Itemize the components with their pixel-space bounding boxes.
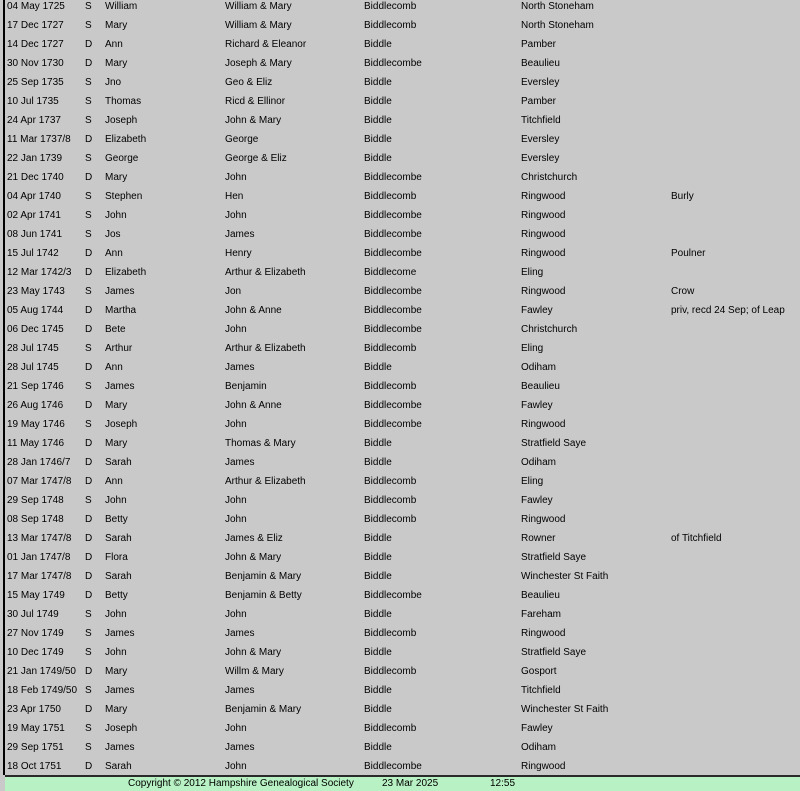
record-parish: Ringwood [521, 761, 566, 772]
record-forename: Sarah [105, 457, 132, 468]
record-forename: William [105, 1, 138, 12]
record-surname: Biddlecomb [364, 1, 417, 12]
record-date: 18 Feb 1749/50 [7, 685, 78, 696]
record-parish: Stratfield Saye [521, 647, 587, 658]
record-row[interactable] [0, 149, 800, 168]
record-parents: Benjamin & Mary [225, 571, 302, 582]
record-parish: Ringwood [521, 286, 566, 297]
record-parents: Arthur & Elizabeth [225, 343, 306, 354]
record-date: 15 Jul 1742 [7, 248, 59, 259]
record-date: 08 Sep 1748 [7, 514, 64, 525]
record-row[interactable] [0, 0, 800, 16]
record-forename: James [105, 381, 135, 392]
record-forename: James [105, 685, 135, 696]
record-row[interactable] [0, 453, 800, 472]
record-type: S [85, 742, 92, 753]
record-forename: Jno [105, 77, 122, 88]
record-type: D [85, 362, 93, 373]
record-parish: Ringwood [521, 419, 566, 430]
record-parents: Richard & Eleanor [225, 39, 307, 50]
record-parish: Beaulieu [521, 58, 560, 69]
record-row[interactable] [0, 624, 800, 643]
record-forename: Mary [105, 704, 128, 715]
record-parents: John & Anne [225, 400, 282, 411]
record-parish: Titchfield [521, 685, 561, 696]
record-row[interactable] [0, 529, 800, 548]
record-type: S [85, 210, 92, 221]
record-type: S [85, 685, 92, 696]
record-type: S [85, 115, 92, 126]
record-forename: Ann [105, 248, 123, 259]
record-parish: Pamber [521, 96, 557, 107]
record-forename: Ann [105, 39, 123, 50]
record-row[interactable] [0, 206, 800, 225]
record-row[interactable] [0, 434, 800, 453]
record-surname: Biddlecomb [364, 343, 417, 354]
record-parish: Winchester St Faith [521, 571, 609, 582]
record-row[interactable] [0, 396, 800, 415]
record-parents: Benjamin & Mary [225, 704, 302, 715]
record-forename: James [105, 286, 135, 297]
record-type: S [85, 1, 92, 12]
record-parents: Arthur & Elizabeth [225, 267, 306, 278]
record-row[interactable] [0, 339, 800, 358]
record-date: 13 Mar 1747/8 [7, 533, 72, 544]
record-date: 14 Dec 1727 [7, 39, 64, 50]
record-type: D [85, 533, 93, 544]
record-parish: Beaulieu [521, 590, 560, 601]
record-row[interactable] [0, 738, 800, 757]
record-surname: Biddle [364, 742, 392, 753]
record-type: S [85, 495, 92, 506]
record-parish: Fareham [521, 609, 562, 620]
record-forename: Betty [105, 514, 128, 525]
record-row[interactable] [0, 719, 800, 738]
record-parents: Hen [225, 191, 244, 202]
record-row[interactable] [0, 225, 800, 244]
record-notes: Burly [671, 191, 694, 202]
record-forename: Mary [105, 438, 128, 449]
record-date: 15 May 1749 [7, 590, 65, 601]
record-row[interactable] [0, 244, 800, 263]
footer-time: 12:55 [490, 778, 516, 789]
record-date: 02 Apr 1741 [7, 210, 61, 221]
record-parish: Eling [521, 476, 544, 487]
record-type: D [85, 457, 93, 468]
record-parish: Beaulieu [521, 381, 560, 392]
record-date: 12 Mar 1742/3 [7, 267, 72, 278]
record-forename: John [105, 647, 127, 658]
record-surname: Biddlecomb [364, 723, 417, 734]
record-type: D [85, 590, 93, 601]
record-row[interactable] [0, 168, 800, 187]
record-parents: James [225, 628, 255, 639]
record-parents: John [225, 419, 247, 430]
record-surname: Biddlecombe [364, 324, 422, 335]
record-forename: Joseph [105, 115, 138, 126]
record-date: 21 Jan 1749/50 [7, 666, 76, 677]
record-date: 24 Apr 1737 [7, 115, 61, 126]
record-row[interactable] [0, 415, 800, 434]
record-surname: Biddle [364, 647, 392, 658]
record-parents: Arthur & Elizabeth [225, 476, 306, 487]
record-surname: Biddlecombe [364, 58, 422, 69]
record-row[interactable] [0, 643, 800, 662]
record-type: S [85, 647, 92, 658]
record-type: D [85, 58, 93, 69]
record-parents: John [225, 324, 247, 335]
record-forename: Mary [105, 58, 128, 69]
record-forename: John [105, 495, 127, 506]
record-date: 19 May 1746 [7, 419, 65, 430]
record-parents: James [225, 362, 255, 373]
record-parents: James [225, 457, 255, 468]
status-footer [5, 775, 800, 791]
record-surname: Biddlecombe [364, 210, 422, 221]
record-parish: Rowner [521, 533, 556, 544]
record-parish: Fawley [521, 305, 553, 316]
record-parents: John [225, 514, 247, 525]
record-surname: Biddle [364, 609, 392, 620]
record-type: D [85, 704, 93, 715]
record-row[interactable] [0, 681, 800, 700]
record-date: 10 Jul 1735 [7, 96, 59, 107]
record-surname: Biddle [364, 552, 392, 563]
record-parents: Henry [225, 248, 252, 259]
record-surname: Biddlecomb [364, 381, 417, 392]
record-row[interactable] [0, 16, 800, 35]
record-row[interactable] [0, 73, 800, 92]
record-parish: Eversley [521, 134, 560, 145]
record-parish: Eversley [521, 153, 560, 164]
record-type: S [85, 153, 92, 164]
record-parish: Odiham [521, 457, 557, 468]
record-parents: Geo & Eliz [225, 77, 273, 88]
record-date: 21 Dec 1740 [7, 172, 64, 183]
record-surname: Biddlecome [364, 267, 417, 278]
record-date: 25 Sep 1735 [7, 77, 64, 88]
record-date: 18 Oct 1751 [7, 761, 62, 772]
record-type: D [85, 761, 93, 772]
record-date: 27 Nov 1749 [7, 628, 64, 639]
record-date: 28 Jan 1746/7 [7, 457, 71, 468]
record-parents: John & Anne [225, 305, 282, 316]
record-parents: Benjamin [225, 381, 267, 392]
record-row[interactable] [0, 510, 800, 529]
record-date: 04 Apr 1740 [7, 191, 61, 202]
record-surname: Biddle [364, 533, 392, 544]
record-row[interactable] [0, 472, 800, 491]
record-notes: Crow [671, 286, 695, 297]
record-date: 11 Mar 1737/8 [7, 134, 71, 145]
record-notes: Poulner [671, 248, 706, 259]
record-notes: of Titchfield [671, 533, 722, 544]
record-surname: Biddlecomb [364, 476, 417, 487]
record-row[interactable] [0, 548, 800, 567]
record-forename: Joseph [105, 723, 138, 734]
record-parish: Christchurch [521, 324, 578, 335]
record-row[interactable] [0, 377, 800, 396]
record-parents: James & Eliz [225, 533, 283, 544]
record-parents: John [225, 172, 247, 183]
record-parish: Ringwood [521, 229, 566, 240]
record-type: S [85, 628, 92, 639]
record-surname: Biddle [364, 39, 392, 50]
record-parents: George [225, 134, 259, 145]
record-parish: Ringwood [521, 514, 566, 525]
record-row[interactable] [0, 491, 800, 510]
record-parents: John [225, 761, 247, 772]
record-row[interactable] [0, 35, 800, 54]
record-forename: Joseph [105, 419, 138, 430]
record-forename: Mary [105, 172, 128, 183]
record-parish: Stratfield Saye [521, 438, 587, 449]
record-type: D [85, 248, 93, 259]
record-forename: Elizabeth [105, 267, 147, 278]
record-surname: Biddlecombe [364, 286, 422, 297]
record-parish: North Stoneham [521, 20, 594, 31]
record-surname: Biddlecombe [364, 590, 422, 601]
record-parish: Ringwood [521, 628, 566, 639]
record-forename: Mary [105, 20, 128, 31]
record-parents: John [225, 723, 247, 734]
record-type: S [85, 191, 92, 202]
record-type: S [85, 609, 92, 620]
record-surname: Biddle [364, 438, 392, 449]
record-forename: Stephen [105, 191, 143, 202]
record-type: S [85, 96, 92, 107]
record-notes: priv, recd 24 Sep; of Leap [671, 305, 785, 316]
record-surname: Biddle [364, 685, 392, 696]
record-forename: Ann [105, 362, 123, 373]
record-forename: John [105, 210, 127, 221]
record-parents: John & Mary [225, 115, 282, 126]
record-date: 30 Nov 1730 [7, 58, 64, 69]
record-row[interactable] [0, 757, 800, 776]
record-parents: John & Mary [225, 647, 282, 658]
record-forename: Arthur [105, 343, 133, 354]
record-forename: James [105, 628, 135, 639]
record-date: 07 Mar 1747/8 [7, 476, 72, 487]
record-parents: John [225, 609, 247, 620]
record-parish: Fawley [521, 400, 553, 411]
record-surname: Biddlecombe [364, 229, 422, 240]
record-surname: Biddle [364, 134, 392, 145]
record-row[interactable] [0, 187, 800, 206]
record-date: 19 May 1751 [7, 723, 65, 734]
record-surname: Biddlecomb [364, 628, 417, 639]
record-parish: North Stoneham [521, 1, 594, 12]
record-parish: Fawley [521, 495, 553, 506]
record-surname: Biddlecombe [364, 761, 422, 772]
record-type: D [85, 400, 93, 411]
record-parents: Jon [225, 286, 242, 297]
record-parents: James [225, 229, 255, 240]
record-surname: Biddlecombe [364, 248, 422, 259]
record-parish: Christchurch [521, 172, 578, 183]
record-type: D [85, 514, 93, 525]
footer-date: 23 Mar 2025 [382, 778, 439, 789]
record-row[interactable] [0, 605, 800, 624]
record-parish: Odiham [521, 742, 557, 753]
record-parish: Odiham [521, 362, 557, 373]
record-row[interactable] [0, 358, 800, 377]
record-surname: Biddle [364, 115, 392, 126]
record-parish: Stratfield Saye [521, 552, 587, 563]
record-surname: Biddle [364, 457, 392, 468]
record-surname: Biddle [364, 77, 392, 88]
record-surname: Biddlecomb [364, 514, 417, 525]
record-forename: Martha [105, 305, 137, 316]
record-type: D [85, 438, 93, 449]
record-row[interactable] [0, 700, 800, 719]
record-row[interactable] [0, 301, 800, 320]
record-parish: Gosport [521, 666, 557, 677]
record-forename: Thomas [105, 96, 142, 107]
record-parish: Fawley [521, 723, 553, 734]
record-type: S [85, 229, 92, 240]
record-type: D [85, 172, 93, 183]
record-surname: Biddlecombe [364, 305, 422, 316]
record-date: 01 Jan 1747/8 [7, 552, 71, 563]
record-date: 29 Sep 1748 [7, 495, 64, 506]
record-surname: Biddle [364, 362, 392, 373]
record-surname: Biddlecomb [364, 191, 417, 202]
record-parish: Titchfield [521, 115, 561, 126]
record-type: D [85, 324, 93, 335]
record-surname: Biddle [364, 571, 392, 582]
record-parents: William & Mary [225, 1, 292, 12]
record-forename: Mary [105, 666, 128, 677]
record-date: 21 Sep 1746 [7, 381, 64, 392]
record-surname: Biddlecomb [364, 666, 417, 677]
record-date: 23 Apr 1750 [7, 704, 61, 715]
record-surname: Biddlecombe [364, 419, 422, 430]
record-forename: Jos [105, 229, 121, 240]
record-type: S [85, 77, 92, 88]
record-surname: Biddlecombe [364, 172, 422, 183]
record-forename: Elizabeth [105, 134, 147, 145]
copyright-text: Copyright © 2012 Hampshire Genealogical Society [128, 778, 354, 789]
record-date: 29 Sep 1751 [7, 742, 64, 753]
record-type: S [85, 381, 92, 392]
record-surname: Biddle [364, 96, 392, 107]
record-date: 17 Dec 1727 [7, 20, 64, 31]
record-date: 06 Dec 1745 [7, 324, 64, 335]
record-surname: Biddlecombe [364, 400, 422, 411]
record-parish: Winchester St Faith [521, 704, 609, 715]
record-parish: Pamber [521, 39, 557, 50]
record-date: 28 Jul 1745 [7, 362, 59, 373]
record-parish: Eling [521, 267, 544, 278]
record-type: D [85, 134, 93, 145]
record-row[interactable] [0, 54, 800, 73]
record-type: S [85, 286, 92, 297]
record-row[interactable] [0, 320, 800, 339]
record-row[interactable] [0, 111, 800, 130]
record-forename: Bete [105, 324, 126, 335]
record-parents: Thomas & Mary [225, 438, 296, 449]
record-type: D [85, 267, 93, 278]
record-row[interactable] [0, 282, 800, 301]
record-parents: Benjamin & Betty [225, 590, 302, 601]
record-date: 04 May 1725 [7, 1, 65, 12]
record-row[interactable] [0, 567, 800, 586]
record-type: S [85, 723, 92, 734]
record-type: D [85, 571, 93, 582]
record-date: 28 Jul 1745 [7, 343, 59, 354]
record-surname: Biddlecomb [364, 20, 417, 31]
record-parents: John [225, 495, 247, 506]
record-parents: Ricd & Ellinor [225, 96, 286, 107]
record-date: 05 Aug 1744 [7, 305, 64, 316]
record-row[interactable] [0, 130, 800, 149]
record-parish: Ringwood [521, 191, 566, 202]
record-forename: Flora [105, 552, 128, 563]
record-forename: James [105, 742, 135, 753]
record-surname: Biddle [364, 704, 392, 715]
record-date: 10 Dec 1749 [7, 647, 64, 658]
record-parents: John [225, 210, 247, 221]
record-surname: Biddlecomb [364, 495, 417, 506]
record-parish: Eling [521, 343, 544, 354]
record-forename: Sarah [105, 571, 132, 582]
record-forename: Mary [105, 400, 128, 411]
record-date: 22 Jan 1739 [7, 153, 63, 164]
record-forename: Betty [105, 590, 128, 601]
record-forename: John [105, 609, 127, 620]
record-date: 23 May 1743 [7, 286, 65, 297]
record-row[interactable] [0, 263, 800, 282]
record-date: 30 Jul 1749 [7, 609, 59, 620]
record-type: S [85, 419, 92, 430]
record-parents: John & Mary [225, 552, 282, 563]
record-parents: James [225, 685, 255, 696]
record-forename: Sarah [105, 761, 132, 772]
record-parents: George & Eliz [225, 153, 287, 164]
record-parish: Eversley [521, 77, 560, 88]
record-date: 11 May 1746 [7, 438, 65, 449]
record-date: 17 Mar 1747/8 [7, 571, 72, 582]
record-parish: Ringwood [521, 210, 566, 221]
record-parish: Ringwood [521, 248, 566, 259]
record-surname: Biddle [364, 153, 392, 164]
record-forename: Ann [105, 476, 123, 487]
record-type: S [85, 20, 92, 31]
record-type: D [85, 39, 93, 50]
record-parents: William & Mary [225, 20, 292, 31]
record-type: D [85, 305, 93, 316]
record-forename: George [105, 153, 139, 164]
record-parents: James [225, 742, 255, 753]
record-parents: Willm & Mary [225, 666, 284, 677]
record-row[interactable] [0, 662, 800, 681]
record-forename: Sarah [105, 533, 132, 544]
record-date: 08 Jun 1741 [7, 229, 63, 240]
record-type: D [85, 476, 93, 487]
record-type: D [85, 552, 93, 563]
record-type: S [85, 343, 92, 354]
record-parents: Joseph & Mary [225, 58, 292, 69]
record-row[interactable] [0, 586, 800, 605]
record-row[interactable] [0, 92, 800, 111]
record-type: D [85, 666, 93, 677]
record-date: 26 Aug 1746 [7, 400, 64, 411]
